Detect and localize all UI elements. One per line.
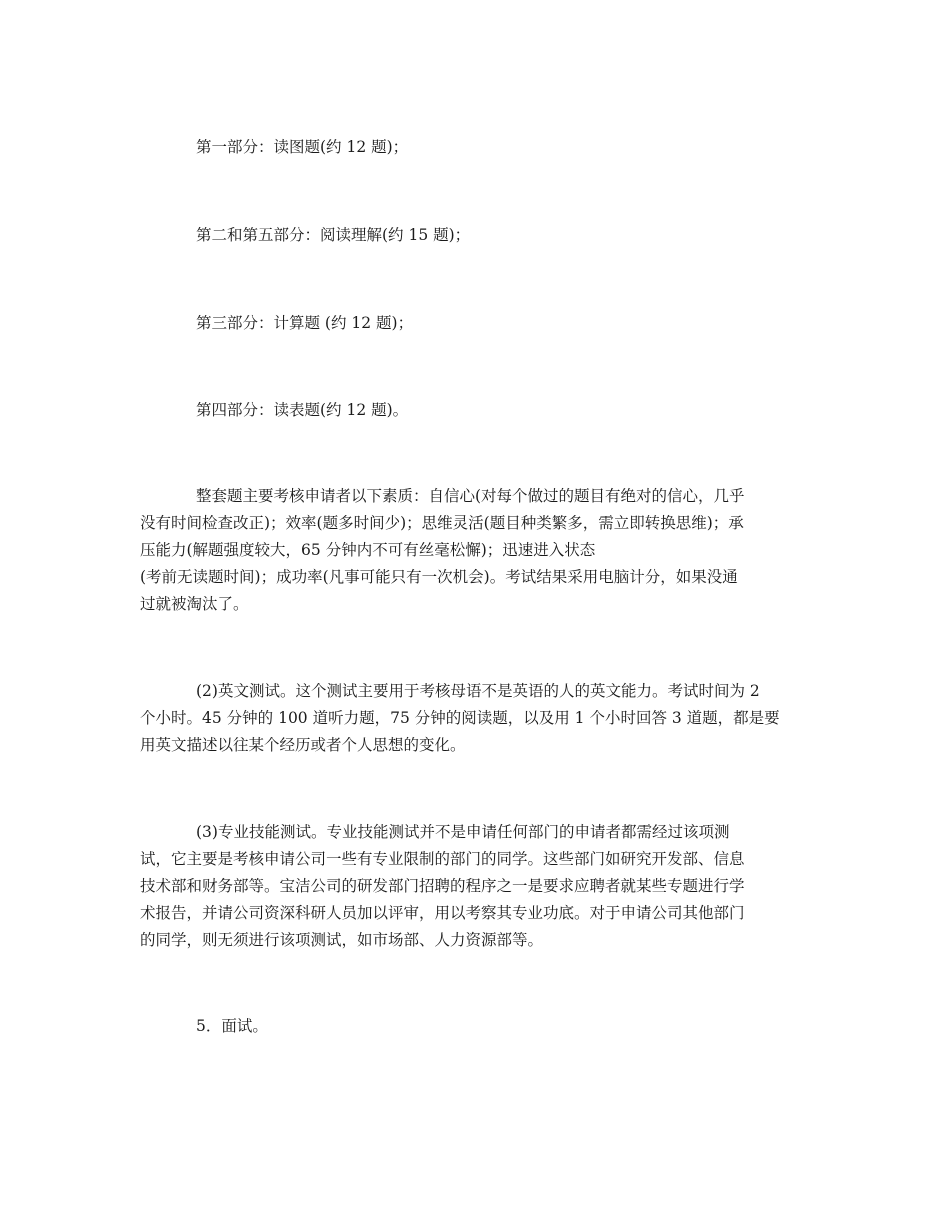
qualities-line-4: (考前无读题时间)；成功率(凡事可能只有一次机会)。考试结果采用电脑计分，如果没通 <box>140 568 738 586</box>
qualities-line-1: 整套题主要考核申请者以下素质：自信心(对每个做过的题目有绝对的信心，几乎 <box>196 487 745 505</box>
english-test-line-2: 个小时。45 分钟的 100 道听力题，75 分钟的阅读题，以及用 1 个小时回答 3 道题，都是要 <box>140 709 780 727</box>
part2-5-line: 第二和第五部分：阅读理解(约 15 题)； <box>196 226 471 244</box>
english-test-line-1: (2)英文测试。这个测试主要用于考核母语不是英语的人的英文能力。考试时间为 2 <box>196 682 760 700</box>
part1-line: 第一部分：读图题(约 12 题)； <box>196 138 409 156</box>
qualities-line-2: 没有时间检查改正)；效率(题多时间少)；思维灵活(题目种类繁多，需立即转换思维)；承 <box>140 514 744 532</box>
part3-line: 第三部分：计算题 (约 12 题)； <box>196 314 414 332</box>
skills-test-line-4: 术报告，并请公司资深科研人员加以评审，用以考察其专业功底。对于申请公司其他部门 <box>140 904 745 922</box>
qualities-line-3: 压能力(解题强度较大，65 分钟内不可有丝毫松懈)；迅速进入状态 <box>140 541 596 559</box>
skills-test-line-1: (3)专业技能测试。专业技能测试并不是申请任何部门的申请者都需经过该项测 <box>196 823 730 841</box>
interview-heading: 5．面试。 <box>196 1017 268 1035</box>
english-test-line-3: 用英文描述以往某个经历或者个人思想的变化。 <box>140 736 466 754</box>
skills-test-line-2: 试，它主要是考核申请公司一些有专业限制的部门的同学。这些部门如研究开发部、信息 <box>140 850 745 868</box>
skills-test-line-5: 的同学，则无须进行该项测试，如市场部、人力资源部等。 <box>140 931 544 949</box>
skills-test-line-3: 技术部和财务部等。宝洁公司的研发部门招聘的程序之一是要求应聘者就某些专题进行学 <box>140 877 745 895</box>
qualities-line-5: 过就被淘汰了。 <box>140 595 249 613</box>
part4-line: 第四部分：读表题(约 12 题)。 <box>196 401 409 419</box>
